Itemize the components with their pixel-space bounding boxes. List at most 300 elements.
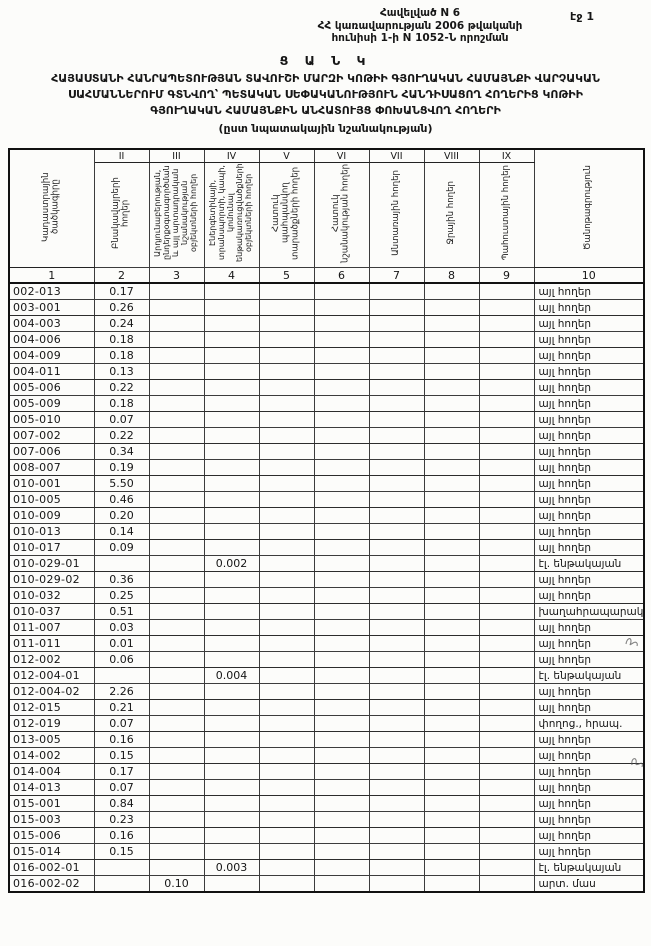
area-value-cell-col7 [369, 492, 424, 508]
area-value-cell-col9 [479, 348, 534, 364]
table-row [9, 652, 644, 668]
note-cell: այլ հողեր [534, 796, 644, 812]
table-row [9, 332, 644, 348]
area-value-cell-col3 [149, 476, 204, 492]
area-value-cell-col5 [259, 764, 314, 780]
area-value-cell-col2: 0.13 [94, 364, 149, 380]
document-title-word: Ց Ա Ն Կ [279, 53, 372, 68]
area-value-cell-col3 [149, 492, 204, 508]
area-value-cell-col6 [314, 428, 369, 444]
note-cell: այլ հողեր [534, 348, 644, 364]
area-value-cell-col7 [369, 668, 424, 684]
cadastral-code-cell: 010-001 [9, 476, 94, 492]
note-cell: այլ հողեր [534, 732, 644, 748]
area-value-cell-col8 [424, 316, 479, 332]
area-value-cell-col7 [369, 283, 424, 300]
roman-V: V [259, 149, 314, 163]
land-transfer-table [8, 148, 645, 893]
header-notes-label: Ծանոթագրություն [582, 164, 593, 250]
table-row [9, 476, 644, 492]
area-value-cell-col7 [369, 860, 424, 876]
cadastral-code-cell: 015-001 [9, 796, 94, 812]
area-value-cell-col3 [149, 748, 204, 764]
table-row [9, 716, 644, 732]
area-value-cell-col2 [94, 556, 149, 572]
header-energy-transport-lands [204, 163, 259, 268]
area-value-cell-col3 [149, 572, 204, 588]
area-value-cell-col4 [204, 764, 259, 780]
note-cell: այլ հողեր [534, 572, 644, 588]
table-row [9, 780, 644, 796]
area-value-cell-col2: 0.26 [94, 300, 149, 316]
table-row [9, 588, 644, 604]
area-value-cell-col6 [314, 604, 369, 620]
col-num-10: 10 [534, 268, 644, 284]
area-value-cell-col5 [259, 860, 314, 876]
area-value-cell-col7 [369, 812, 424, 828]
area-value-cell-col9 [479, 412, 534, 428]
area-value-cell-col3 [149, 652, 204, 668]
area-value-cell-col9 [479, 300, 534, 316]
area-value-cell-col5 [259, 668, 314, 684]
area-value-cell-col2: 0.09 [94, 540, 149, 556]
cadastral-code-cell: 007-006 [9, 444, 94, 460]
area-value-cell-col8 [424, 492, 479, 508]
area-value-cell-col5 [259, 524, 314, 540]
table-row [9, 508, 644, 524]
col-num-6: 6 [314, 268, 369, 284]
area-value-cell-col9 [479, 476, 534, 492]
area-value-cell-col6 [314, 812, 369, 828]
area-value-cell-col3 [149, 860, 204, 876]
cadastral-code-cell: 005-006 [9, 380, 94, 396]
table-row [9, 732, 644, 748]
area-value-cell-col8 [424, 332, 479, 348]
area-value-cell-col9 [479, 460, 534, 476]
area-value-cell-col5 [259, 572, 314, 588]
area-value-cell-col5 [259, 796, 314, 812]
roman-III: III [149, 149, 204, 163]
area-value-cell-col8 [424, 444, 479, 460]
area-value-cell-col5 [259, 348, 314, 364]
document-title [0, 71, 651, 119]
area-value-cell-col8 [424, 732, 479, 748]
area-value-cell-col3 [149, 444, 204, 460]
cadastral-code-cell: 011-011 [9, 636, 94, 652]
area-value-cell-col3 [149, 620, 204, 636]
area-value-cell-col2: 0.36 [94, 572, 149, 588]
area-value-cell-col6 [314, 332, 369, 348]
cadastral-code-cell: 014-004 [9, 764, 94, 780]
area-value-cell-col5 [259, 540, 314, 556]
note-cell: այլ հողեր [534, 476, 644, 492]
area-value-cell-col2 [94, 860, 149, 876]
col-num-8: 8 [424, 268, 479, 284]
area-value-cell-col9 [479, 636, 534, 652]
area-value-cell-col6 [314, 860, 369, 876]
header-water-lands [424, 163, 479, 268]
area-value-cell-col2: 0.24 [94, 316, 149, 332]
area-value-cell-col7 [369, 428, 424, 444]
area-value-cell-col9 [479, 876, 534, 893]
area-value-cell-col7 [369, 732, 424, 748]
note-cell: այլ հողեր [534, 524, 644, 540]
table-body [9, 283, 644, 892]
area-value-cell-col6 [314, 700, 369, 716]
area-value-cell-col3 [149, 668, 204, 684]
appendix-line-1: Հավելված N 6 [379, 7, 461, 19]
area-value-cell-col2: 0.03 [94, 620, 149, 636]
area-value-cell-col5 [259, 844, 314, 860]
area-value-cell-col9 [479, 572, 534, 588]
col-num-9: 9 [479, 268, 534, 284]
area-value-cell-col2: 0.19 [94, 460, 149, 476]
col-num-2: 2 [94, 268, 149, 284]
area-value-cell-col7 [369, 364, 424, 380]
area-value-cell-col7 [369, 396, 424, 412]
note-cell: այլ հողեր [534, 396, 644, 412]
area-value-cell-col3 [149, 636, 204, 652]
area-value-cell-col4 [204, 780, 259, 796]
area-value-cell-col8 [424, 508, 479, 524]
table-row [9, 364, 644, 380]
note-cell: այլ հողեր [534, 460, 644, 476]
area-value-cell-col6 [314, 620, 369, 636]
area-value-cell-col9 [479, 732, 534, 748]
area-value-cell-col2 [94, 876, 149, 893]
cadastral-code-cell: 015-014 [9, 844, 94, 860]
header-settlement-lands [94, 163, 149, 268]
note-cell: այլ հողեր [534, 620, 644, 636]
area-value-cell-col2: 0.07 [94, 716, 149, 732]
area-value-cell-col8 [424, 412, 479, 428]
area-value-cell-col8 [424, 460, 479, 476]
table-row [9, 700, 644, 716]
area-value-cell-col8 [424, 876, 479, 893]
area-value-cell-col4 [204, 300, 259, 316]
area-value-cell-col2: 0.15 [94, 748, 149, 764]
note-cell: այլ հողեր [534, 508, 644, 524]
table-row [9, 828, 644, 844]
area-value-cell-col5 [259, 732, 314, 748]
cadastral-code-cell: 011-007 [9, 620, 94, 636]
area-value-cell-col3 [149, 796, 204, 812]
area-value-cell-col4 [204, 588, 259, 604]
cadastral-code-cell: 005-010 [9, 412, 94, 428]
cadastral-code-cell: 010-017 [9, 540, 94, 556]
area-value-cell-col4 [204, 748, 259, 764]
area-value-cell-col3 [149, 316, 204, 332]
area-value-cell-col9 [479, 700, 534, 716]
cadastral-code-cell: 010-032 [9, 588, 94, 604]
area-value-cell-col4 [204, 540, 259, 556]
note-cell: այլ հողեր [534, 780, 644, 796]
area-value-cell-col9 [479, 604, 534, 620]
area-value-cell-col9 [479, 540, 534, 556]
table-row [9, 860, 644, 876]
area-value-cell-col6 [314, 732, 369, 748]
area-value-cell-col9 [479, 588, 534, 604]
area-value-cell-col2: 0.22 [94, 428, 149, 444]
area-value-cell-col4 [204, 844, 259, 860]
header-reserve-lands [479, 163, 534, 268]
area-value-cell-col9 [479, 748, 534, 764]
handwritten-mark [629, 753, 645, 772]
note-cell: փողոց., հրապ. [534, 716, 644, 732]
area-value-cell-col6 [314, 844, 369, 860]
area-value-cell-col7 [369, 700, 424, 716]
area-value-cell-col4 [204, 876, 259, 893]
area-value-cell-col5 [259, 364, 314, 380]
area-value-cell-col6 [314, 460, 369, 476]
table-row [9, 492, 644, 508]
area-value-cell-col5 [259, 316, 314, 332]
area-value-cell-col4: 0.004 [204, 668, 259, 684]
area-value-cell-col9 [479, 668, 534, 684]
area-value-cell-col6 [314, 684, 369, 700]
table-row [9, 283, 644, 300]
area-value-cell-col2: 0.20 [94, 508, 149, 524]
area-value-cell-col7 [369, 332, 424, 348]
area-value-cell-col4 [204, 283, 259, 300]
area-value-cell-col6 [314, 412, 369, 428]
area-value-cell-col6 [314, 476, 369, 492]
area-value-cell-col4 [204, 796, 259, 812]
note-cell: այլ հողեր [534, 764, 644, 780]
area-value-cell-col5 [259, 716, 314, 732]
appendix-line-2: ՀՀ կառավարության 2006 թվականի [317, 19, 523, 32]
area-value-cell-col3: 0.10 [149, 876, 204, 893]
note-cell: այլ հողեր [534, 364, 644, 380]
table-row [9, 604, 644, 620]
area-value-cell-col2: 0.22 [94, 380, 149, 396]
header-cadastral-code [9, 149, 94, 268]
area-value-cell-col3 [149, 700, 204, 716]
area-value-cell-col2: 0.15 [94, 844, 149, 860]
area-value-cell-col3 [149, 716, 204, 732]
area-value-cell-col7 [369, 764, 424, 780]
area-value-cell-col9 [479, 860, 534, 876]
area-value-cell-col7 [369, 780, 424, 796]
area-value-cell-col8 [424, 860, 479, 876]
cadastral-code-cell: 004-003 [9, 316, 94, 332]
table-row [9, 428, 644, 444]
area-value-cell-col3 [149, 764, 204, 780]
cadastral-code-cell: 012-002 [9, 652, 94, 668]
table-row [9, 636, 644, 652]
header-industrial-lands-label: Արդյունաբերության, ընդերքօգտագործման և այլ արտադրական նշանակության օբյեկտների հողեր [153, 165, 198, 261]
cadastral-code-cell: 002-013 [9, 283, 94, 300]
area-value-cell-col8 [424, 652, 479, 668]
area-value-cell-col5 [259, 332, 314, 348]
area-value-cell-col9 [479, 428, 534, 444]
note-cell: էլ. ենթակայան [534, 556, 644, 572]
area-value-cell-col8 [424, 476, 479, 492]
cadastral-code-cell: 010-009 [9, 508, 94, 524]
area-value-cell-col3 [149, 332, 204, 348]
area-value-cell-col7 [369, 876, 424, 893]
area-value-cell-col5 [259, 412, 314, 428]
area-value-cell-col6 [314, 396, 369, 412]
area-value-cell-col8 [424, 588, 479, 604]
area-value-cell-col8 [424, 796, 479, 812]
area-value-cell-col6 [314, 748, 369, 764]
area-value-cell-col2: 0.18 [94, 348, 149, 364]
area-value-cell-col9 [479, 524, 534, 540]
area-value-cell-col7 [369, 508, 424, 524]
area-value-cell-col5 [259, 492, 314, 508]
area-value-cell-col6 [314, 444, 369, 460]
table-row [9, 348, 644, 364]
header-cadastral-code-label: Կադաստրային ծածկագիրը [41, 172, 61, 242]
area-value-cell-col3 [149, 604, 204, 620]
area-value-cell-col8 [424, 380, 479, 396]
area-value-cell-col8 [424, 348, 479, 364]
cadastral-code-cell: 016-002-01 [9, 860, 94, 876]
area-value-cell-col8 [424, 828, 479, 844]
area-value-cell-col6 [314, 572, 369, 588]
note-cell: այլ հողեր [534, 812, 644, 828]
cadastral-code-cell: 010-029-01 [9, 556, 94, 572]
table-row [9, 556, 644, 572]
col-num-1: 1 [9, 268, 94, 284]
area-value-cell-col8 [424, 524, 479, 540]
area-value-cell-col4: 0.002 [204, 556, 259, 572]
area-value-cell-col6 [314, 380, 369, 396]
header-special-purpose-lands [314, 163, 369, 268]
table-row [9, 540, 644, 556]
roman-II: II [94, 149, 149, 163]
area-value-cell-col4 [204, 316, 259, 332]
area-value-cell-col7 [369, 556, 424, 572]
area-value-cell-col5 [259, 876, 314, 893]
note-cell: արտ. մաս [534, 876, 644, 893]
table-row [9, 300, 644, 316]
note-cell: այլ հողեր [534, 428, 644, 444]
area-value-cell-col8 [424, 700, 479, 716]
area-value-cell-col9 [479, 316, 534, 332]
area-value-cell-col6 [314, 828, 369, 844]
note-cell: այլ հողեր [534, 700, 644, 716]
area-value-cell-col2: 0.46 [94, 492, 149, 508]
column-number-row [9, 268, 644, 284]
area-value-cell-col4 [204, 828, 259, 844]
table-row [9, 764, 644, 780]
cadastral-code-cell: 010-013 [9, 524, 94, 540]
area-value-cell-col6 [314, 652, 369, 668]
area-value-cell-col3 [149, 828, 204, 844]
cadastral-code-cell: 013-005 [9, 732, 94, 748]
cadastral-code-cell: 012-004-01 [9, 668, 94, 684]
cadastral-code-cell: 012-019 [9, 716, 94, 732]
cadastral-code-cell: 004-011 [9, 364, 94, 380]
cadastral-code-cell: 008-007 [9, 460, 94, 476]
table-row [9, 684, 644, 700]
area-value-cell-col9 [479, 828, 534, 844]
area-value-cell-col6 [314, 780, 369, 796]
area-value-cell-col9 [479, 444, 534, 460]
area-value-cell-col3 [149, 780, 204, 796]
area-value-cell-col3 [149, 588, 204, 604]
area-value-cell-col8 [424, 748, 479, 764]
area-value-cell-col4 [204, 348, 259, 364]
area-value-cell-col4 [204, 396, 259, 412]
area-value-cell-col7 [369, 380, 424, 396]
area-value-cell-col2: 0.16 [94, 732, 149, 748]
roman-IV: IV [204, 149, 259, 163]
cadastral-code-cell: 004-009 [9, 348, 94, 364]
area-value-cell-col4 [204, 684, 259, 700]
note-cell: այլ հողեր [534, 412, 644, 428]
area-value-cell-col4 [204, 572, 259, 588]
col-num-5: 5 [259, 268, 314, 284]
area-value-cell-col8 [424, 812, 479, 828]
area-value-cell-col2: 0.01 [94, 636, 149, 652]
area-value-cell-col9 [479, 652, 534, 668]
header-protected-lands-label: Հատուկ պահպանվող տարածքների հողեր [271, 166, 301, 260]
area-value-cell-col3 [149, 396, 204, 412]
area-value-cell-col8 [424, 780, 479, 796]
area-value-cell-col6 [314, 764, 369, 780]
table-row [9, 444, 644, 460]
note-cell: այլ հողեր [534, 844, 644, 860]
cadastral-code-cell: 004-006 [9, 332, 94, 348]
area-value-cell-col4: 0.003 [204, 860, 259, 876]
area-value-cell-col8 [424, 396, 479, 412]
cadastral-code-cell: 015-006 [9, 828, 94, 844]
area-value-cell-col4 [204, 444, 259, 460]
note-cell: այլ հողեր [534, 300, 644, 316]
area-value-cell-col5 [259, 508, 314, 524]
area-value-cell-col7 [369, 684, 424, 700]
cadastral-code-cell: 010-037 [9, 604, 94, 620]
title-line-3: ԳՅՈՒՂԱԿԱՆ ՀԱՄԱՅՆՔԻՆ ԱՆՀԱՏՈՒՅՑ ՓՈԽԱՆՑՎՈՂ ՀՈՂԵՐԻ [150, 104, 501, 117]
area-value-cell-col8 [424, 844, 479, 860]
area-value-cell-col6 [314, 588, 369, 604]
note-cell: այլ հողեր [534, 652, 644, 668]
area-value-cell-col4 [204, 492, 259, 508]
appendix-line-3: հունիսի 1-ի N 1052-Ն որոշման [331, 32, 509, 44]
area-value-cell-col7 [369, 300, 424, 316]
area-value-cell-col3 [149, 684, 204, 700]
header-reserve-lands-label: Պահուստային հողեր [500, 165, 511, 261]
roman-VIII: VIII [424, 149, 479, 163]
area-value-cell-col9 [479, 380, 534, 396]
area-value-cell-col7 [369, 588, 424, 604]
area-value-cell-col2: 0.34 [94, 444, 149, 460]
note-cell: այլ հողեր [534, 316, 644, 332]
note-cell: այլ հողեր [534, 636, 644, 652]
area-value-cell-col5 [259, 476, 314, 492]
area-value-cell-col6 [314, 876, 369, 893]
area-value-cell-col7 [369, 716, 424, 732]
note-cell: էլ. ենթակայան [534, 860, 644, 876]
col-num-7: 7 [369, 268, 424, 284]
area-value-cell-col6 [314, 492, 369, 508]
area-value-cell-col5 [259, 780, 314, 796]
title-line-1: ՀԱՅԱՍՏԱՆԻ ՀԱՆՐԱՊԵՏՈՒԹՅԱՆ ՏԱՎՈՒՇԻ ՄԱՐԶԻ ԿՈԹԻԻ ԳՅՈՒՂԱԿԱՆ ՀԱՄԱՅՆՔԻ ՎԱՐՉԱԿԱՆ [51, 72, 600, 85]
area-value-cell-col7 [369, 524, 424, 540]
area-value-cell-col7 [369, 412, 424, 428]
note-cell: այլ հողեր [534, 492, 644, 508]
area-value-cell-col9 [479, 684, 534, 700]
note-cell: այլ հողեր [534, 540, 644, 556]
area-value-cell-col5 [259, 684, 314, 700]
area-value-cell-col4 [204, 412, 259, 428]
area-value-cell-col6 [314, 540, 369, 556]
area-value-cell-col5 [259, 812, 314, 828]
area-value-cell-col3 [149, 380, 204, 396]
